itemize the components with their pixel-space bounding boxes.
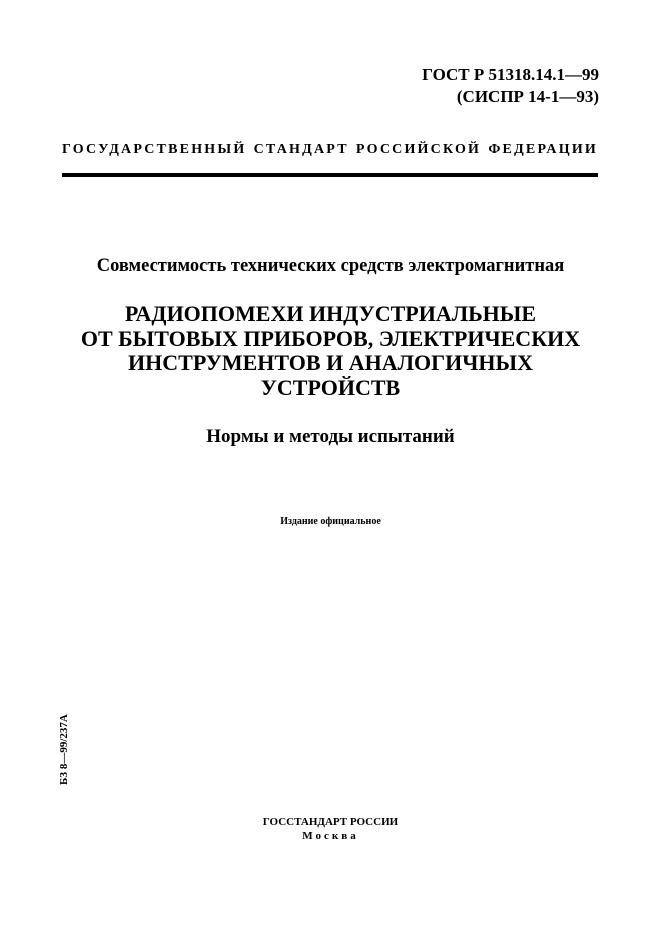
header-divider (62, 173, 598, 177)
document-subtitle: Совместимость технических средств электромагнитная (96, 256, 565, 276)
cispr-code: (СИСПР 14-1—93) (456, 87, 599, 106)
edition-label: Издание официальное (280, 516, 381, 527)
document-title (0, 302, 661, 400)
publisher-block (0, 815, 661, 843)
margin-code: БЗ 8—99/237А (58, 714, 70, 785)
title-line: ИНСТРУМЕНТОВ И АНАЛОГИЧНЫХ (128, 350, 533, 375)
standard-code: ГОСТ Р 51318.14.1—99 (422, 65, 599, 84)
title-line: РАДИОПОМЕХИ ИНДУСТРИАЛЬНЫЕ (124, 301, 537, 326)
publisher-name: ГОССТАНДАРТ РОССИИ (262, 816, 399, 828)
state-standard-heading: ГОСУДАРСТВЕННЫЙ СТАНДАРТ РОССИЙСКОЙ ФЕДЕРАЦИИ (62, 142, 598, 157)
title-line: УСТРОЙСТВ (260, 374, 401, 400)
norms-heading: Нормы и методы испытаний (206, 426, 455, 447)
title-line: ОТ БЫТОВЫХ ПРИБОРОВ, ЭЛЕКТРИЧЕСКИХ (80, 325, 581, 351)
publisher-city: Москва (302, 830, 359, 842)
